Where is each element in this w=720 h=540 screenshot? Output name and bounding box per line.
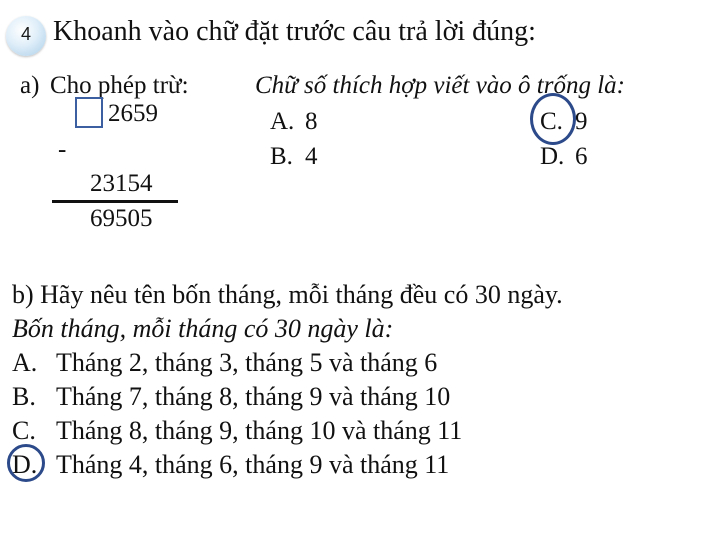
option-b-letter: B. <box>270 143 293 170</box>
option-c-letter: C. <box>540 108 563 135</box>
option-b-value: 4 <box>305 143 318 170</box>
part-b-option-b-letter: B. <box>12 382 36 411</box>
subtraction-rule <box>52 200 178 203</box>
option-a-value: 8 <box>305 108 318 135</box>
question-number-badge <box>6 16 46 56</box>
option-a-letter: A. <box>270 108 295 135</box>
part-b-option-d-letter: D. <box>12 450 38 479</box>
option-d-letter: D. <box>540 143 565 170</box>
part-a-label: a) <box>20 72 40 99</box>
part-b-question: b) Hãy nêu tên bốn tháng, mỗi tháng đều có 30 ngày. <box>12 280 563 309</box>
option-d-value: 6 <box>575 143 588 170</box>
part-a-prompt: Cho phép trừ: <box>50 72 189 99</box>
answer-circle-option-d <box>7 444 45 482</box>
minus-sign: - <box>58 136 67 163</box>
part-a-question: Chữ số thích hợp viết vào ô trống là: <box>255 72 625 99</box>
minuend: 2659 <box>108 100 158 127</box>
part-b-option-c-text: Tháng 8, tháng 9, tháng 10 và tháng 11 <box>56 416 463 445</box>
blank-digit-box <box>75 97 103 128</box>
answer-circle-option-c <box>530 93 576 145</box>
part-b-prompt: Bốn tháng, mỗi tháng có 30 ngày là: <box>12 314 394 343</box>
question-number: 4 <box>20 24 31 44</box>
part-b-option-d-text: Tháng 4, tháng 6, tháng 9 và tháng 11 <box>56 450 450 479</box>
subtrahend: 23154 <box>90 170 153 197</box>
part-b-option-a-text: Tháng 2, tháng 3, tháng 5 và tháng 6 <box>56 348 438 377</box>
part-b-option-b-text: Tháng 7, tháng 8, tháng 9 và tháng 10 <box>56 382 451 411</box>
part-b-option-a-letter: A. <box>12 348 38 377</box>
difference: 69505 <box>90 205 153 232</box>
part-b-option-c-letter: C. <box>12 416 36 445</box>
option-c-value: 9 <box>575 108 588 135</box>
instruction-title: Khoanh vào chữ đặt trước câu trả lời đúng: <box>53 16 536 47</box>
